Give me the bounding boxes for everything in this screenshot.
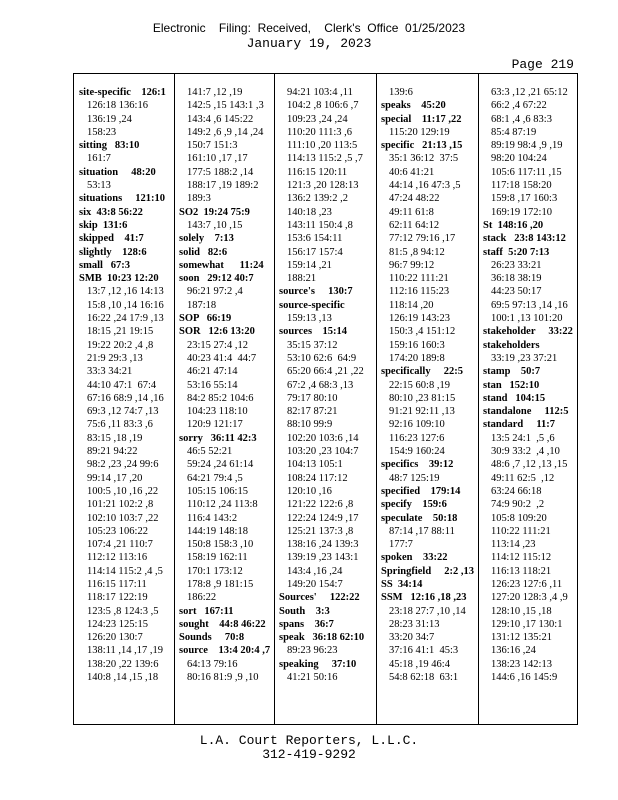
index-entry-refs: 77:12 79:16 ,17 — [389, 233, 456, 245]
index-entry-term: SOR 12:6 13:20 — [179, 326, 255, 338]
index-entry-refs: 178:8 ,9 181:15 — [187, 578, 254, 590]
index-entry-term: staff 5:20 7:13 — [483, 246, 550, 258]
index-entry-term: source 13:4 20:4 ,7 — [179, 645, 271, 657]
index-entry-refs: 139:19 ,23 143:1 — [287, 552, 359, 564]
page-number: Page 219 — [511, 57, 574, 72]
index-entry-refs: 104:2 ,8 106:6 ,7 — [287, 100, 359, 112]
reporter-phone: 312-419-9292 — [262, 747, 356, 762]
index-entry-term: stand 104:15 — [483, 392, 546, 404]
index-entry-term: solely 7:13 — [179, 233, 234, 245]
index-entry-refs: 100:5 ,10 ,16 ,22 — [87, 485, 159, 497]
index-entry-term: slightly 128:6 — [79, 246, 147, 258]
index-entry-refs: 114:13 115:2 ,5 ,7 — [287, 153, 363, 165]
index-entry-refs: 170:1 173:12 — [187, 565, 243, 577]
index-entry-refs: 110:22 111:21 — [389, 273, 449, 285]
index-entry-term: skip 131:6 — [79, 219, 128, 231]
index-column-5 — [483, 86, 573, 684]
index-entry-refs: 156:17 157:4 — [287, 246, 343, 258]
index-entry-refs: 120:10 ,16 — [287, 485, 332, 497]
index-entry-refs: 59:24 ,24 61:14 — [187, 459, 254, 471]
index-entry-term: situations 121:10 — [79, 193, 166, 205]
index-entry-term: Sounds 70:8 — [179, 632, 245, 644]
index-entry-term: sitting 83:10 — [79, 140, 140, 152]
index-entry-term: SO2 19:24 75:9 — [179, 206, 250, 218]
index-entry-term: St 148:16 ,20 — [483, 219, 544, 231]
index-entry-refs: 89:23 96:23 — [287, 645, 338, 657]
index-entry-refs: 46:21 47:14 — [187, 366, 238, 378]
index-entry-refs: 188:17 ,19 189:2 — [187, 180, 259, 192]
index-entry-refs: 158:19 162:11 — [187, 552, 248, 564]
index-entry-refs: 131:12 135:21 — [491, 632, 552, 644]
index-entry-refs: 96:7 99:12 — [389, 259, 435, 271]
index-entry-refs: 13:5 24:1 ,5 ,6 — [491, 432, 555, 444]
index-entry-refs: 128:10 ,15 ,18 — [491, 605, 552, 617]
index-entry-refs: 40:23 41:4 44:7 — [187, 352, 257, 364]
index-entry-term: spans 36:7 — [279, 618, 334, 630]
index-column-4 — [381, 86, 474, 684]
index-entry-refs: 120:9 121:17 — [187, 419, 243, 431]
index-entry-refs: 136:16 ,24 — [491, 645, 536, 657]
index-entry-term: stack 23:8 143:12 — [483, 233, 566, 245]
index-entry-refs: 105:23 106:22 — [87, 525, 148, 537]
index-entry-refs: 149:20 154:7 — [287, 578, 343, 590]
index-column-3 — [279, 86, 364, 684]
index-entry-term: South 3:3 — [279, 605, 330, 617]
index-entry-refs: 98:2 ,23 ,24 99:6 — [87, 459, 159, 471]
index-entry-term: speculate 50:18 — [381, 512, 458, 524]
index-entry-refs: 105:15 106:15 — [187, 485, 248, 497]
index-entry-refs: 188:21 — [287, 273, 317, 285]
index-entry-term: skipped 41:7 — [79, 233, 144, 245]
index-entry-refs: 63:3 ,12 ,21 65:12 — [491, 87, 568, 98]
index-entry-term: six 43:8 56:22 — [79, 206, 143, 218]
index-entry-refs: 159:14 ,21 — [287, 259, 332, 271]
index-entry-refs: 79:17 80:10 — [287, 392, 338, 404]
index-entry-refs: 53:10 62:6 64:9 — [287, 352, 357, 364]
index-entry-refs: 85:4 87:19 — [491, 126, 537, 138]
index-entry-refs: 111:10 ,20 113:5 — [287, 140, 358, 152]
index-entry-refs: 18:15 ,21 19:15 — [87, 326, 154, 338]
index-entry-refs: 69:5 97:13 ,14 ,16 — [491, 299, 568, 311]
index-entry-refs: 63:24 66:18 — [491, 485, 542, 497]
index-entry-refs: 28:23 31:13 — [389, 618, 440, 630]
index-entry-refs: 174:20 189:8 — [389, 352, 445, 364]
index-entry-term: stan 152:10 — [483, 379, 540, 391]
index-entry-refs: 13:7 ,12 ,16 14:13 — [87, 286, 164, 298]
index-entry-refs: 44:10 47:1 67:4 — [87, 379, 157, 391]
index-entry-refs: 104:13 105:1 — [287, 459, 343, 471]
index-entry-term: Springfield 2:2 ,13 — [381, 565, 475, 577]
index-entry-term: speaks 45:20 — [381, 100, 446, 112]
index-entry-refs: 96:21 97:2 ,4 — [187, 286, 243, 298]
index-entry-refs: 33:19 ,23 37:21 — [491, 352, 558, 364]
index-column-2 — [179, 86, 270, 684]
index-entry-refs: 83:15 ,18 ,19 — [87, 432, 143, 444]
index-entry-refs: 126:19 143:23 — [389, 313, 450, 325]
index-entry-refs: 36:18 38:19 — [491, 273, 542, 285]
index-entry-refs: 88:10 99:9 — [287, 419, 333, 431]
index-entry-refs: 101:21 102:2 ,8 — [87, 499, 154, 511]
index-entry-refs: 98:20 104:24 — [491, 153, 547, 165]
index-entry-refs: 113:14 ,23 — [491, 539, 536, 551]
transcript-date: January 19, 2023 — [246, 36, 372, 51]
index-entry-refs: 136:2 139:2 ,2 — [287, 193, 348, 205]
index-entry-refs: 104:23 118:10 — [187, 406, 248, 418]
index-entry-refs: 53:16 55:14 — [187, 379, 238, 391]
index-entry-refs: 109:23 ,24 ,24 — [287, 113, 348, 125]
index-entry-refs: 46:5 52:21 — [187, 446, 233, 458]
index-entry-refs: 112:12 113:16 — [87, 552, 148, 564]
index-entry-refs: 117:18 158:20 — [491, 180, 552, 192]
index-entry-refs: 23:18 27:7 ,10 ,14 — [389, 605, 466, 617]
index-entry-term: specified 179:14 — [381, 485, 461, 497]
index-entry-refs: 116:13 118:21 — [491, 565, 552, 577]
index-entry-refs: 116:23 127:6 — [389, 432, 445, 444]
index-entry-term: Sources' 122:22 — [279, 592, 360, 604]
index-entry-term: sources 15:14 — [279, 326, 348, 338]
index-entry-refs: 84:2 85:2 104:6 — [187, 392, 254, 404]
index-entry-refs: 177:5 188:2 ,14 — [187, 166, 254, 178]
index-entry-refs: 105:6 117:11 ,15 — [491, 166, 562, 178]
index-entry-refs: 15:8 ,10 ,14 16:16 — [87, 299, 164, 311]
index-entry-refs: 144:19 148:18 — [187, 525, 248, 537]
index-entry-term: somewhat 11:24 — [179, 259, 264, 271]
index-entry-refs: 80:16 81:9 ,9 ,10 — [187, 672, 259, 684]
index-entry-refs: 82:17 87:21 — [287, 406, 338, 418]
index-entry-refs: 65:20 66:4 ,21 ,22 — [287, 366, 364, 378]
index-entry-term: source's 130:7 — [279, 286, 353, 298]
index-entry-term: sort 167:11 — [179, 605, 234, 617]
index-entry-term: speak 36:18 62:10 — [279, 632, 365, 644]
index-entry-refs: 80:10 ,23 81:15 — [389, 392, 456, 404]
index-entry-term: special 11:17 ,22 — [381, 113, 462, 125]
column-divider — [478, 74, 479, 724]
index-entry-refs: 94:21 103:4 ,11 — [287, 87, 353, 98]
index-entry-refs: 150:7 151:3 — [187, 140, 238, 152]
index-entry-term: SOP 66:19 — [179, 313, 232, 325]
index-entry-refs: 186:22 — [187, 592, 217, 604]
index-entry-refs: 108:24 117:12 — [287, 472, 348, 484]
index-entry-refs: 138:11 ,14 ,17 ,19 — [87, 645, 164, 657]
index-entry-refs: 54:8 62:18 63:1 — [389, 672, 459, 684]
index-entry-term: specify 159:6 — [381, 499, 447, 511]
index-entry-refs: 99:14 ,17 ,20 — [87, 472, 143, 484]
index-entry-refs: 89:19 98:4 ,9 ,19 — [491, 140, 563, 152]
index-entry-refs: 19:22 20:2 ,4 ,8 — [87, 339, 154, 351]
index-entry-refs: 49:11 62:5 ,12 — [491, 472, 555, 484]
index-entry-refs: 75:6 ,11 83:3 ,6 — [87, 419, 153, 431]
index-entry-refs: 153:6 154:11 — [287, 233, 343, 245]
column-divider — [274, 74, 275, 724]
index-entry-refs: 143:4 ,6 145:22 — [187, 113, 254, 125]
index-entry-refs: 35:15 37:12 — [287, 339, 338, 351]
index-entry-refs: 116:15 117:11 — [87, 578, 147, 590]
index-entry-term: specifics 39:12 — [381, 459, 454, 471]
index-entry-term: solid 82:6 — [179, 246, 228, 258]
index-entry-refs: 41:21 50:16 — [287, 672, 338, 684]
index-entry-refs: 124:23 125:15 — [87, 618, 148, 630]
index-entry-refs: 48:7 125:19 — [389, 472, 440, 484]
index-entry-refs: 116:15 120:11 — [287, 166, 348, 178]
index-entry-refs: 67:2 ,4 68:3 ,13 — [287, 379, 354, 391]
index-entry-refs: 105:8 109:20 — [491, 512, 547, 524]
index-entry-term: specifically 22:5 — [381, 366, 463, 378]
index-entry-refs: 126:18 136:16 — [87, 100, 148, 112]
index-entry-refs: 140:8 ,14 ,15 ,18 — [87, 672, 159, 684]
index-entry-term: source-specific — [279, 299, 345, 311]
index-entry-term: SSM 12:16 ,18 ,23 — [381, 592, 467, 604]
index-entry-term: stamp 50:7 — [483, 366, 541, 378]
index-entry-refs: 49:11 61:8 — [389, 206, 434, 218]
index-entry-refs: 141:7 ,12 ,19 — [187, 87, 243, 98]
index-entry-refs: 161:7 — [87, 153, 111, 165]
index-entry-refs: 100:1 ,13 101:20 — [491, 313, 563, 325]
index-entry-refs: 110:20 111:3 ,6 — [287, 126, 353, 138]
index-entry-refs: 112:16 115:23 — [389, 286, 450, 298]
index-entry-refs: 69:3 ,12 74:7 ,13 — [87, 406, 159, 418]
index-entry-refs: 126:23 127:6 ,11 — [491, 578, 563, 590]
index-entry-refs: 102:20 103:6 ,14 — [287, 432, 359, 444]
index-entry-refs: 68:1 ,4 ,6 83:3 — [491, 113, 552, 125]
index-entry-refs: 187:18 — [187, 299, 217, 311]
index-entry-term: soon 29:12 40:7 — [179, 273, 254, 285]
index-entry-refs: 64:13 79:16 — [187, 658, 238, 670]
index-entry-refs: 159:16 160:3 — [389, 339, 445, 351]
index-entry-refs: 125:21 137:3 ,8 — [287, 525, 354, 537]
index-entry-refs: 122:24 124:9 ,17 — [287, 512, 359, 524]
index-entry-term: speaking 37:10 — [279, 658, 357, 670]
index-entry-refs: 136:19 ,24 — [87, 113, 132, 125]
index-entry-term: small 67:3 — [79, 259, 131, 271]
index-entry-refs: 169:19 172:10 — [491, 206, 552, 218]
index-entry-refs: 33:3 34:21 — [87, 366, 133, 378]
index-entry-refs: 67:16 68:9 ,14 ,16 — [87, 392, 164, 404]
index-entry-term: specific 21:13 ,15 — [381, 140, 463, 152]
index-entry-refs: 33:20 34:7 — [389, 632, 435, 644]
index-entry-refs: 129:10 ,17 130:1 — [491, 618, 563, 630]
index-entry-refs: 91:21 92:11 ,13 — [389, 406, 455, 418]
index-entry-refs: 37:16 41:1 45:3 — [389, 645, 459, 657]
index-entry-refs: 53:13 — [87, 180, 111, 192]
index-entry-refs: 103:20 ,23 104:7 — [287, 446, 359, 458]
filing-stamp-line: Electronic Filing: Received, Clerk's Office 01/25/2023 — [152, 21, 466, 35]
index-entry-refs: 189:3 — [187, 193, 211, 205]
column-divider — [174, 74, 175, 724]
index-entry-refs: 16:22 ,24 17:9 ,13 — [87, 313, 164, 325]
index-entry-refs: 149:2 ,6 ,9 ,14 ,24 — [187, 126, 264, 138]
index-entry-refs: 150:3 ,4 151:12 — [389, 326, 456, 338]
index-entry-refs: 161:10 ,17 ,17 — [187, 153, 248, 165]
index-entry-term: sorry 36:11 42:3 — [179, 432, 257, 444]
index-entry-refs: 47:24 48:22 — [389, 193, 440, 205]
index-entry-refs: 107:4 ,21 110:7 — [87, 539, 153, 551]
index-entry-refs: 89:21 94:22 — [87, 446, 138, 458]
index-entry-refs: 138:20 ,22 139:6 — [87, 658, 159, 670]
index-entry-refs: 114:14 115:2 ,4 ,5 — [87, 565, 163, 577]
index-entry-refs: 44:14 ,16 47:3 ,5 — [389, 180, 461, 192]
index-entry-refs: 127:20 128:3 ,4 ,9 — [491, 592, 568, 604]
index-entry-refs: 21:9 29:3 ,13 — [87, 352, 143, 364]
index-entry-term: sought 44:8 46:22 — [179, 618, 266, 630]
index-column-1 — [79, 86, 166, 684]
index-entry-refs: 44:23 50:17 — [491, 286, 542, 298]
index-entry-term: standard 11:7 — [483, 419, 556, 431]
reporter-company: L.A. Court Reporters, L.L.C. — [199, 733, 419, 748]
index-entry-refs: 138:16 ,24 139:3 — [287, 539, 359, 551]
index-entry-refs: 159:13 ,13 — [287, 313, 332, 325]
index-entry-term: situation 48:20 — [79, 166, 156, 178]
index-entry-refs: 138:23 142:13 — [491, 658, 552, 670]
index-entry-refs: 115:20 129:19 — [389, 126, 450, 138]
index-entry-term: spoken 33:22 — [381, 552, 448, 564]
index-entry-refs: 30:9 33:2 ,4 ,10 — [491, 446, 560, 458]
index-entry-refs: 158:23 — [87, 126, 117, 138]
index-entry-refs: 139:6 — [389, 87, 413, 98]
index-entry-term: SS 34:14 — [381, 578, 423, 590]
index-entry-refs: 48:6 ,7 ,12 ,13 ,15 — [491, 459, 568, 471]
index-entry-refs: 143:7 ,10 ,15 — [187, 219, 243, 231]
index-entry-refs: 64:21 79:4 ,5 — [187, 472, 243, 484]
index-entry-refs: 110:22 111:21 — [491, 525, 551, 537]
index-table — [73, 73, 578, 725]
index-entry-refs: 66:2 ,4 67:22 — [491, 100, 547, 112]
column-divider — [376, 74, 377, 724]
index-entry-refs: 150:8 158:3 ,10 — [187, 539, 254, 551]
index-entry-refs: 81:5 ,8 94:12 — [389, 246, 445, 258]
index-entry-refs: 154:9 160:24 — [389, 446, 445, 458]
index-entry-refs: 74:9 90:2 ,2 — [491, 499, 545, 511]
index-entry-refs: 22:15 60:8 ,19 — [389, 379, 450, 391]
index-entry-refs: 126:20 130:7 — [87, 632, 143, 644]
index-entry-term: stakeholder 33:22 — [483, 326, 573, 338]
index-entry-refs: 45:18 ,19 46:4 — [389, 658, 450, 670]
index-entry-refs: 143:11 150:4 ,8 — [287, 219, 353, 231]
index-entry-refs: 159:8 ,17 160:3 — [491, 193, 558, 205]
index-entry-refs: 142:5 ,15 143:1 ,3 — [187, 100, 264, 112]
index-entry-refs: 118:14 ,20 — [389, 299, 434, 311]
index-entry-refs: 40:6 41:21 — [389, 166, 435, 178]
index-entry-refs: 102:10 103:7 ,22 — [87, 512, 159, 524]
index-entry-refs: 140:18 ,23 — [287, 206, 332, 218]
index-entry-refs: 26:23 33:21 — [491, 259, 542, 271]
index-entry-refs: 118:17 122:19 — [87, 592, 148, 604]
index-entry-refs: 116:4 143:2 — [187, 512, 238, 524]
index-entry-refs: 110:12 ,24 113:8 — [187, 499, 258, 511]
index-entry-refs: 144:6 ,16 145:9 — [491, 672, 558, 684]
index-entry-refs: 177:7 — [389, 539, 413, 551]
index-entry-refs: 92:16 109:10 — [389, 419, 445, 431]
index-entry-refs: 62:11 64:12 — [389, 219, 440, 231]
index-entry-refs: 123:5 ,8 124:3 ,5 — [87, 605, 159, 617]
index-entry-term: standalone 112:5 — [483, 406, 569, 418]
index-entry-refs: 35:1 36:12 37:5 — [389, 153, 459, 165]
index-entry-refs: 87:14 ,17 88:11 — [389, 525, 455, 537]
index-entry-term: stakeholders — [483, 339, 540, 351]
index-entry-refs: 121:22 122:6 ,8 — [287, 499, 354, 511]
index-entry-refs: 114:12 115:12 — [491, 552, 552, 564]
index-entry-refs: 23:15 27:4 ,12 — [187, 339, 248, 351]
index-entry-term: SMB 10:23 12:20 — [79, 273, 159, 285]
index-entry-refs: 121:3 ,20 128:13 — [287, 180, 359, 192]
index-entry-refs: 143:4 ,16 ,24 — [287, 565, 343, 577]
index-entry-term: site-specific 126:1 — [79, 87, 166, 98]
